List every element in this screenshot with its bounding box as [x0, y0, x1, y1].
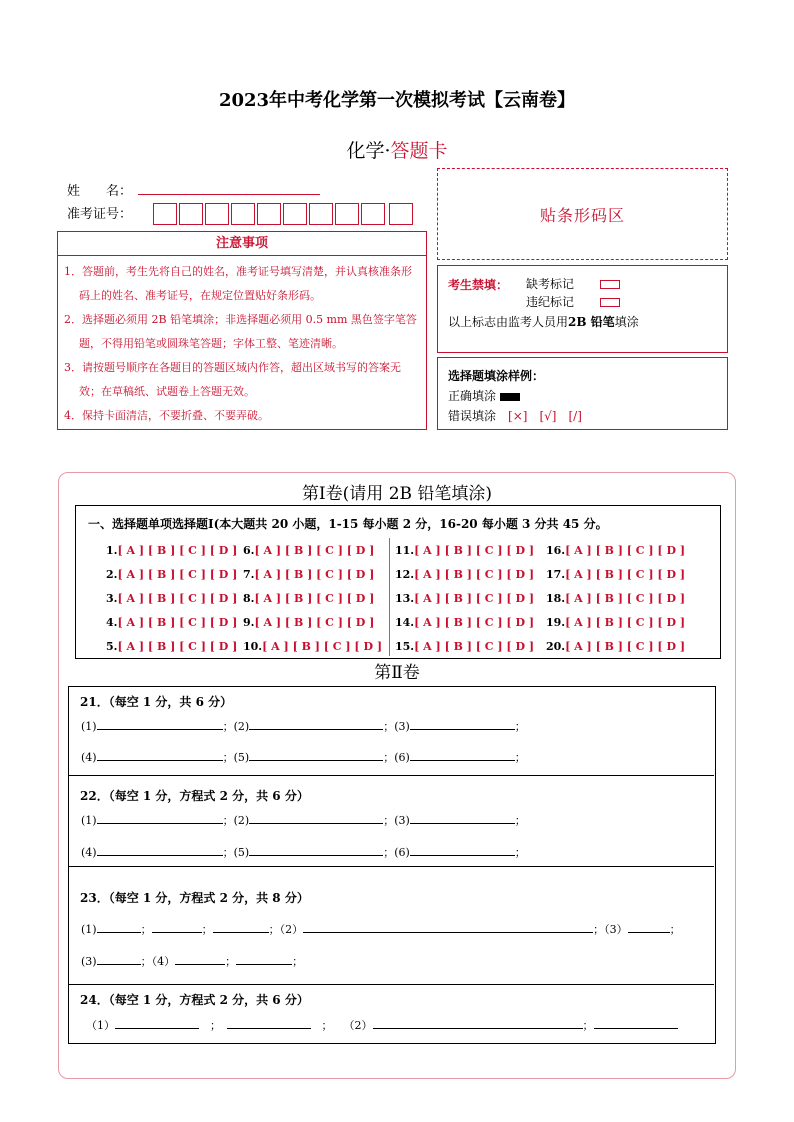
q24-row-1: （1） ； ； （2） ； — [86, 1017, 678, 1033]
id-digit-box[interactable] — [335, 203, 359, 225]
mc-question[interactable]: 5.[ A ] [ B ] [ C ] [ D ] — [106, 640, 238, 653]
notice-item: 2．选择题必须用 2B 铅笔填涂；非选择题必须用 0.5 mm 黑色签字笔答题，不得用铅笔或圆珠笔答题；字体工整、笔迹清晰。 — [64, 313, 417, 350]
id-digit-box[interactable] — [205, 203, 229, 225]
note-prefix: 以上标志由监考人员用 — [448, 315, 569, 329]
wrong-mark: [/] — [568, 409, 582, 423]
wrong-mark: [×] — [508, 409, 528, 423]
answer-blank[interactable] — [97, 954, 141, 965]
barcode-label: 贴条形码区 — [539, 205, 625, 225]
correct-label: 正确填涂 — [448, 389, 497, 403]
id-digit-box[interactable] — [283, 203, 307, 225]
absent-mark-row — [526, 275, 620, 292]
answer-blank[interactable] — [410, 845, 515, 856]
mc-question[interactable]: 15.[ A ] [ B ] [ C ] [ D ] — [395, 640, 535, 653]
answer-blank[interactable] — [236, 954, 292, 965]
divider — [68, 984, 714, 985]
mc-question[interactable]: 2.[ A ] [ B ] [ C ] [ D ] — [106, 568, 238, 581]
notice-list — [57, 256, 427, 430]
filled-mark — [500, 393, 520, 401]
q21-row-1: (1) ；(2) ；(3) ； — [81, 720, 526, 733]
subtitle-subject: 化学· — [346, 140, 391, 162]
mc-question[interactable]: 20.[ A ] [ B ] [ C ] [ D ] — [546, 640, 686, 653]
answer-blank[interactable] — [97, 813, 223, 824]
part2-title: 第Ⅱ卷 — [374, 663, 420, 683]
mc-question[interactable]: 19.[ A ] [ B ] [ C ] [ D ] — [546, 616, 686, 629]
column-divider — [389, 538, 390, 656]
violation-mark-row — [526, 293, 620, 310]
absent-checkbox[interactable] — [600, 280, 620, 289]
answer-blank[interactable] — [213, 922, 269, 933]
answer-blank[interactable] — [249, 750, 383, 761]
part1-instructions: 一、选择题单项选择题Ⅰ(本大题共 20 小题，1-15 每小题 2 分，16-20 每小题 3 分共 45 分。 — [88, 517, 608, 531]
id-label: 准考证号： — [67, 207, 133, 222]
answer-blank[interactable] — [175, 954, 225, 965]
q22-row-2: (4) ；(5) ；(6) ； — [81, 846, 526, 859]
forbidden-box — [437, 265, 728, 353]
note-suffix: 填涂 — [614, 315, 639, 329]
q23-header: 23．（每空 1 分，方程式 2 分，共 8 分） — [80, 891, 309, 905]
name-field[interactable] — [138, 194, 320, 195]
notice-title: 注意事项 — [57, 231, 427, 256]
mc-question[interactable]: 9.[ A ] [ B ] [ C ] [ D ] — [243, 616, 375, 629]
answer-blank[interactable] — [628, 922, 670, 933]
notice-item: 4．保持卡面清洁，不要折叠、不要弄破。 — [64, 409, 269, 422]
q24-header: 24．（每空 1 分，方程式 2 分，共 6 分） — [80, 993, 309, 1007]
id-digit-box[interactable] — [179, 203, 203, 225]
wrong-mark: [√] — [539, 409, 557, 423]
sample-title: 选择题填涂样例： — [448, 369, 545, 383]
q22-row-1: (1) ；(2) ；(3) ； — [81, 814, 526, 827]
mc-question[interactable]: 6.[ A ] [ B ] [ C ] [ D ] — [243, 544, 375, 557]
note-pencil: 2B 铅笔 — [568, 315, 615, 329]
id-digit-box[interactable] — [309, 203, 333, 225]
answer-blank[interactable] — [249, 719, 383, 730]
answer-blank[interactable] — [152, 922, 202, 933]
q23-row-1: (1) ； ； ；（2） ；（3） ； — [81, 923, 681, 936]
answer-blank[interactable] — [303, 922, 593, 933]
barcode-area — [437, 168, 728, 260]
answer-blank[interactable] — [97, 845, 223, 856]
violation-checkbox[interactable] — [600, 298, 620, 307]
notice-item: 1．答题前，考生先将自己的姓名，准考证号填写清楚，并认真核准条形码上的姓名、准考证号，在规定位置贴好条形码。 — [64, 265, 412, 302]
forbidden-label: 考生禁填： — [448, 278, 509, 292]
answer-blank[interactable] — [227, 1018, 311, 1029]
notice-item: 3．请按题号顺序在各题目的答题区域内作答，超出区域书写的答案无效；在草稿纸、试题卷上答题无效。 — [64, 361, 401, 398]
sample-box — [437, 357, 728, 430]
answer-blank[interactable] — [97, 922, 141, 933]
id-digit-box[interactable] — [257, 203, 281, 225]
mc-question[interactable]: 16.[ A ] [ B ] [ C ] [ D ] — [546, 544, 686, 557]
answer-blank[interactable] — [373, 1018, 583, 1029]
mc-question[interactable]: 13.[ A ] [ B ] [ C ] [ D ] — [395, 592, 535, 605]
mc-question[interactable]: 1.[ A ] [ B ] [ C ] [ D ] — [106, 544, 238, 557]
card-subtitle — [0, 136, 794, 163]
answer-blank[interactable] — [410, 813, 515, 824]
wrong-label: 错误填涂 — [448, 409, 497, 423]
mc-question[interactable]: 10.[ A ] [ B ] [ C ] [ D ] — [243, 640, 383, 653]
mc-question[interactable]: 3.[ A ] [ B ] [ C ] [ D ] — [106, 592, 238, 605]
answer-blank[interactable] — [249, 845, 383, 856]
answer-blank[interactable] — [410, 750, 515, 761]
wrong-row — [448, 407, 582, 424]
answer-blank[interactable] — [410, 719, 515, 730]
q22-header: 22．（每空 1 分，方程式 2 分，共 6 分） — [80, 789, 309, 803]
mc-question[interactable]: 7.[ A ] [ B ] [ C ] [ D ] — [243, 568, 375, 581]
forbidden-note — [448, 313, 639, 330]
answer-blank[interactable] — [115, 1018, 199, 1029]
mc-question[interactable]: 17.[ A ] [ B ] [ C ] [ D ] — [546, 568, 686, 581]
exam-title: 2023年中考化学第一次模拟考试【云南卷】 — [218, 90, 576, 111]
q23-row-2: (3) ；（4） ； ； — [81, 955, 304, 968]
mc-question[interactable]: 11.[ A ] [ B ] [ C ] [ D ] — [395, 544, 535, 557]
answer-blank[interactable] — [249, 813, 383, 824]
id-digit-box[interactable] — [361, 203, 385, 225]
id-digit-box[interactable] — [389, 203, 413, 225]
mc-question[interactable]: 8.[ A ] [ B ] [ C ] [ D ] — [243, 592, 375, 605]
answer-blank[interactable] — [97, 750, 223, 761]
correct-row — [448, 387, 520, 404]
name-label: 姓 名： — [67, 184, 133, 199]
mc-question[interactable]: 18.[ A ] [ B ] [ C ] [ D ] — [546, 592, 686, 605]
part1-title: 第Ⅰ卷(请用 2B 铅笔填涂) — [301, 484, 493, 504]
mc-question[interactable]: 4.[ A ] [ B ] [ C ] [ D ] — [106, 616, 238, 629]
absent-label: 缺考标记 — [526, 277, 575, 291]
subtitle-answer-card: 答题卡 — [390, 140, 448, 162]
q21-header: 21．（每空 1 分，共 6 分） — [80, 695, 233, 709]
id-digit-box[interactable] — [153, 203, 177, 225]
mc-question[interactable]: 12.[ A ] [ B ] [ C ] [ D ] — [395, 568, 535, 581]
answer-blank[interactable] — [594, 1018, 678, 1029]
answer-blank[interactable] — [97, 719, 223, 730]
id-digit-box[interactable] — [231, 203, 255, 225]
mc-question[interactable]: 14.[ A ] [ B ] [ C ] [ D ] — [395, 616, 535, 629]
divider — [68, 775, 714, 776]
violation-label: 违纪标记 — [526, 295, 575, 309]
q21-row-2: (4) ；(5) ；(6) ； — [81, 751, 526, 764]
divider — [68, 866, 714, 867]
